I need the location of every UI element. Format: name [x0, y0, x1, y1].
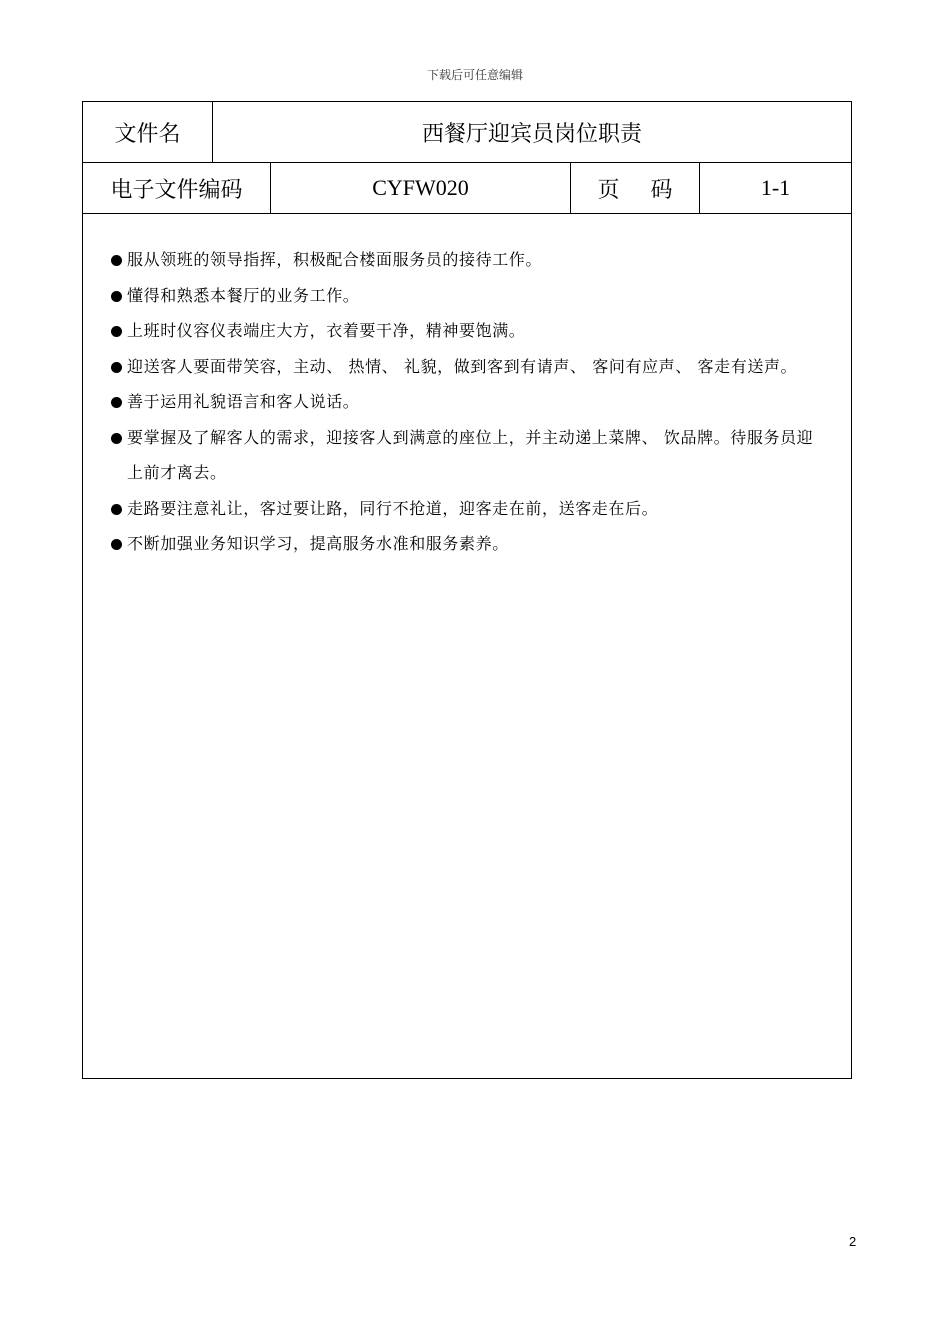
list-item [111, 278, 823, 314]
code-value: CYFW020 [271, 163, 571, 213]
page-number: 2 [849, 1234, 857, 1249]
bullet-icon [111, 397, 122, 408]
file-name-row [83, 102, 851, 163]
list-item [111, 349, 823, 385]
list-item [111, 313, 823, 349]
list-item [111, 242, 823, 278]
list-item [111, 384, 823, 420]
list-item-text: 走路要注意礼让，客过要让路，同行不抢道，迎客走在前，送客走在后。 [127, 498, 659, 518]
page-label: 页 码 [571, 163, 700, 213]
list-item [111, 420, 823, 491]
file-name-label: 文件名 [83, 102, 213, 162]
header-note: 下载后可任意编辑 [426, 68, 523, 82]
list-item-text: 善于运用礼貌语言和客人说话。 [127, 392, 360, 411]
bullet-icon [111, 504, 122, 515]
bullet-icon [111, 433, 122, 444]
bullet-icon [111, 326, 122, 337]
bullet-icon [111, 539, 122, 550]
list-item [111, 491, 823, 527]
list-item-text: 服从领班的领导指挥，积极配合楼面服务员的接待工作。 [127, 250, 543, 269]
list-item [111, 526, 823, 562]
list-item-text: 要掌握及了解客人的需求，迎接客人到满意的座位上，并主动递上菜牌、 饮品牌。待服务员迎上前才离去。 [127, 427, 814, 482]
list-item-text: 迎送客人要面带笑容，主动、 热情、 礼貌，做到客到有请声、 客问有应声、 客走有送声。 [127, 356, 798, 376]
list-item-text: 不断加强业务知识学习，提高服务水准和服务素养。 [127, 534, 509, 553]
bullet-icon [111, 291, 122, 302]
bullet-icon [111, 255, 122, 266]
list-item-text: 上班时仪容仪表端庄大方，衣着要干净，精神要饱满。 [127, 321, 526, 340]
code-label: 电子文件编码 [83, 163, 271, 213]
file-name-value: 西餐厅迎宾员岗位职责 [421, 121, 642, 147]
page-value: 1-1 [760, 175, 791, 200]
bullet-icon [111, 362, 122, 373]
list-item-text: 懂得和熟悉本餐厅的业务工作。 [127, 285, 360, 305]
duties-list [111, 242, 823, 562]
file-code-row [83, 163, 851, 214]
document-table [82, 101, 852, 1079]
